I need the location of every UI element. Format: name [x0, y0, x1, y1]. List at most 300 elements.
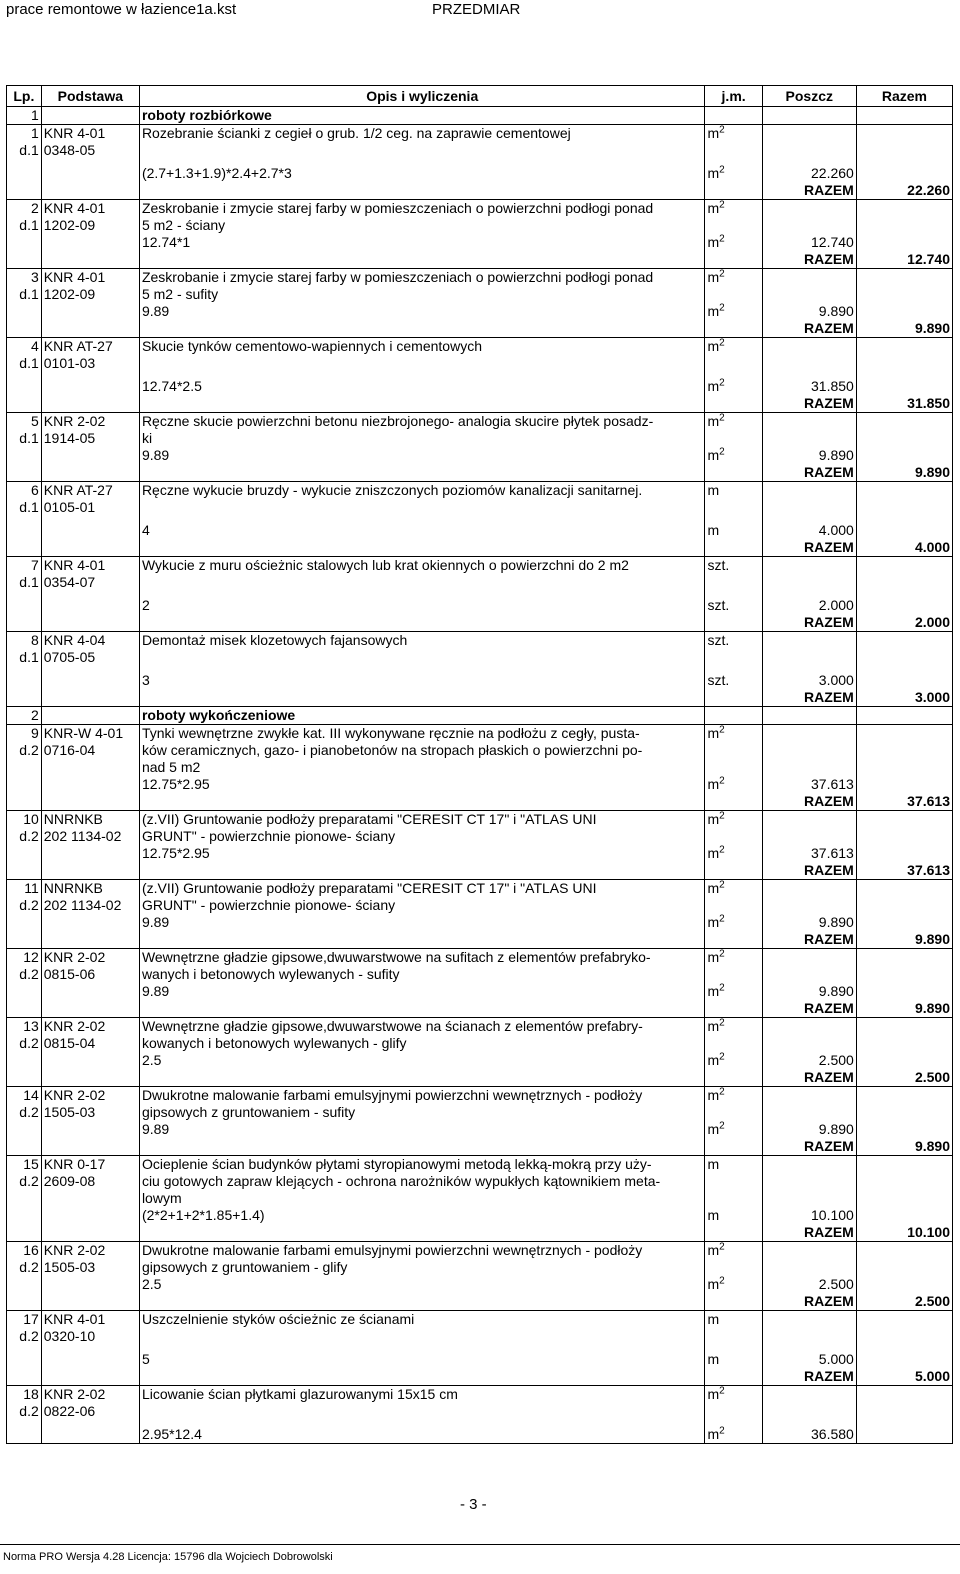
total-value: 12.740 [856, 251, 952, 269]
empty-cell [139, 1293, 705, 1311]
empty-cell [41, 672, 139, 689]
total-value: 37.613 [856, 793, 952, 811]
description-line: ki [139, 430, 705, 447]
empty-cell [762, 574, 856, 591]
basis-code: KNR 0-17 [41, 1156, 139, 1174]
item-row [7, 1190, 953, 1207]
empty-cell [139, 689, 705, 707]
unit-cell [705, 1276, 762, 1293]
total-value: 37.613 [856, 862, 952, 880]
quantity: 4.000 [762, 522, 856, 539]
empty-cell [705, 430, 762, 447]
description-line: Ręczne skucie powierzchni betonu niezbrojonego- analogia skucire płytek posadz- [139, 413, 705, 431]
total-value: 9.890 [856, 1138, 952, 1156]
empty-cell [705, 217, 762, 234]
total-value: 9.890 [856, 464, 952, 482]
description-line: gipsowych z gruntowaniem - glify [139, 1259, 705, 1276]
calculation: 9.89 [139, 914, 705, 931]
empty-cell [139, 539, 705, 557]
empty-cell [856, 880, 952, 898]
item-number: 13 [7, 1018, 42, 1036]
empty-cell [856, 1052, 952, 1069]
item-row [7, 142, 953, 159]
empty-cell [705, 574, 762, 591]
empty-cell [7, 845, 42, 862]
unit-cell [705, 269, 762, 287]
empty-cell [762, 1156, 856, 1174]
empty-cell [705, 1000, 762, 1018]
item-row [7, 269, 953, 287]
empty-cell [856, 811, 952, 829]
empty-cell [856, 1190, 952, 1207]
unit-cell [705, 1351, 762, 1368]
description-line: Dwukrotne malowanie farbami emulsyjnymi powierzchni wewnętrznych - podłoży [139, 1087, 705, 1105]
empty-cell [139, 395, 705, 413]
total-row [7, 1000, 953, 1018]
empty-cell [7, 464, 42, 482]
calc-row [7, 378, 953, 395]
empty-cell [762, 355, 856, 372]
empty-cell [705, 1069, 762, 1087]
empty-cell [705, 251, 762, 269]
description-line: 5 m2 - sufity [139, 286, 705, 303]
estimate-table [6, 85, 953, 1444]
section-title: roboty rozbiórkowe [139, 107, 705, 125]
total-label: RAZEM [762, 464, 856, 482]
empty-cell [705, 931, 762, 949]
empty-cell [856, 1207, 952, 1224]
empty-cell [705, 142, 762, 159]
description-line: kowanych i betonowych wylewanych - glify [139, 1035, 705, 1052]
empty-cell [856, 557, 952, 575]
basis-code: KNR 2-02 [41, 1242, 139, 1260]
unit-superscript: 2 [719, 879, 725, 891]
item-number: 11 [7, 880, 42, 898]
empty-cell [41, 1121, 139, 1138]
empty-cell [139, 1328, 705, 1345]
calculation: 9.89 [139, 303, 705, 320]
basis-code-2: 0105-01 [41, 499, 139, 516]
empty-cell [41, 303, 139, 320]
empty-cell [856, 649, 952, 666]
basis-code: KNR 4-01 [41, 1311, 139, 1329]
empty-cell [705, 395, 762, 413]
total-label: RAZEM [762, 251, 856, 269]
unit-cell [705, 1052, 762, 1069]
unit-text: m [707, 165, 720, 181]
basis-code-2: 0348-05 [41, 142, 139, 159]
basis-code: KNR 2-02 [41, 413, 139, 431]
empty-cell [41, 320, 139, 338]
empty-cell [7, 251, 42, 269]
empty-cell [41, 597, 139, 614]
description-line: Wewnętrzne gładzie gipsowe,dwuwarstwowe na ścianach z elementów prefabry- [139, 1018, 705, 1036]
unit-text: m [707, 303, 720, 319]
item-number: 17 [7, 1311, 42, 1329]
description-line: Zeskrobanie i zmycie starej farby w pomieszczeniach o powierzchni podłogi ponad [139, 269, 705, 287]
item-row [7, 482, 953, 500]
empty-cell [762, 200, 856, 218]
header-poszcz: Poszcz [762, 86, 856, 107]
item-number: 15 [7, 1156, 42, 1174]
empty-cell [7, 931, 42, 949]
total-label: RAZEM [762, 1224, 856, 1242]
quantity: 22.260 [762, 165, 856, 182]
empty-cell [705, 1173, 762, 1190]
empty-cell [7, 1190, 42, 1207]
item-row [7, 355, 953, 372]
item-row [7, 828, 953, 845]
empty-cell [705, 1328, 762, 1345]
section-number: 2 [7, 707, 42, 725]
total-label: RAZEM [762, 1000, 856, 1018]
empty-cell [7, 1000, 42, 1018]
empty-cell [762, 1018, 856, 1036]
header-jm: j.m. [705, 86, 762, 107]
empty-cell [7, 1224, 42, 1242]
unit-cell [705, 880, 762, 898]
empty-cell [139, 464, 705, 482]
empty-cell [762, 286, 856, 303]
description-line: (z.VII) Gruntowanie podłoży preparatami "CERESIT CT 17" i "ATLAS UNI [139, 880, 705, 898]
quantity: 9.890 [762, 983, 856, 1000]
item-subnumber: d.2 [7, 966, 42, 983]
calculation: 2 [139, 597, 705, 614]
empty-cell [139, 931, 705, 949]
basis-code-2: 1505-03 [41, 1104, 139, 1121]
calc-row [7, 1276, 953, 1293]
calculation: 9.89 [139, 1121, 705, 1138]
table-body [7, 107, 953, 1444]
unit-superscript: 2 [719, 810, 725, 822]
empty-cell [139, 1000, 705, 1018]
unit-cell [705, 447, 762, 464]
unit-superscript: 2 [719, 982, 725, 994]
calculation: (2.7+1.3+1.9)*2.4+2.7*3 [139, 165, 705, 182]
total-label: RAZEM [762, 539, 856, 557]
basis-code: KNR 2-02 [41, 949, 139, 967]
item-row [7, 217, 953, 234]
empty-cell [41, 251, 139, 269]
unit-superscript: 2 [719, 337, 725, 349]
unit-text: m [707, 1386, 720, 1402]
unit-superscript: 2 [719, 164, 725, 176]
empty-cell [139, 251, 705, 269]
empty-cell [856, 1276, 952, 1293]
empty-cell [705, 1368, 762, 1386]
description-line: Uszczelnienie styków ościeżnic ze ścianami [139, 1311, 705, 1329]
empty-cell [705, 742, 762, 759]
empty-cell [7, 597, 42, 614]
empty-cell [139, 649, 705, 666]
basis-code-2: 0354-07 [41, 574, 139, 591]
empty-cell [7, 182, 42, 200]
section-number: 1 [7, 107, 42, 125]
empty-cell [41, 1190, 139, 1207]
unit-text: m [707, 949, 720, 965]
unit-cell [705, 165, 762, 182]
unit-text: m [707, 413, 720, 429]
unit-superscript: 2 [719, 377, 725, 389]
empty-cell [856, 413, 952, 431]
item-subnumber: d.2 [7, 1173, 42, 1190]
empty-cell [762, 1087, 856, 1105]
empty-cell [856, 1311, 952, 1329]
total-row [7, 1138, 953, 1156]
item-row [7, 413, 953, 431]
description-line: Wykucie z muru ościeżnic stalowych lub krat okiennych o powierzchni do 2 m2 [139, 557, 705, 575]
empty-cell [139, 793, 705, 811]
empty-cell [139, 1138, 705, 1156]
empty-cell [856, 1259, 952, 1276]
item-number: 5 [7, 413, 42, 431]
empty-cell [41, 182, 139, 200]
empty-cell [856, 1087, 952, 1105]
total-row [7, 793, 953, 811]
empty-cell [139, 1069, 705, 1087]
calc-row [7, 672, 953, 689]
item-row [7, 966, 953, 983]
empty-cell [856, 914, 952, 931]
table-header-row [7, 86, 953, 107]
unit-superscript: 2 [719, 913, 725, 925]
empty-cell [41, 1293, 139, 1311]
item-subnumber: d.1 [7, 217, 42, 234]
empty-cell [856, 338, 952, 356]
empty-cell [705, 1259, 762, 1276]
empty-cell [41, 1207, 139, 1224]
unit-text: m [707, 522, 720, 538]
empty-cell [856, 482, 952, 500]
empty-cell [762, 759, 856, 776]
unit-superscript: 2 [719, 844, 725, 856]
item-row [7, 125, 953, 143]
empty-cell [762, 632, 856, 650]
item-row [7, 430, 953, 447]
quantity: 3.000 [762, 672, 856, 689]
total-value: 2.000 [856, 614, 952, 632]
total-value: 2.500 [856, 1293, 952, 1311]
empty-cell [7, 378, 42, 395]
empty-cell [705, 464, 762, 482]
item-row [7, 1173, 953, 1190]
basis-code-2: 202 1134-02 [41, 828, 139, 845]
item-row [7, 811, 953, 829]
empty-cell [139, 142, 705, 159]
calculation: (2*2+1+2*1.85+1.4) [139, 1207, 705, 1224]
unit-cell [705, 234, 762, 251]
empty-cell [7, 983, 42, 1000]
description-line: GRUNT" - powierzchnie pionowe- ściany [139, 828, 705, 845]
quantity: 9.890 [762, 303, 856, 320]
empty-cell [856, 742, 952, 759]
empty-cell [856, 574, 952, 591]
description-line: Rozebranie ścianki z cegieł o grub. 1/2 ceg. na zaprawie cementowej [139, 125, 705, 143]
empty-cell [41, 539, 139, 557]
empty-cell [41, 107, 139, 125]
item-number: 2 [7, 200, 42, 218]
unit-superscript: 2 [719, 1086, 725, 1098]
basis-code-2: 0822-06 [41, 1403, 139, 1420]
total-row [7, 1224, 953, 1242]
quantity: 31.850 [762, 378, 856, 395]
empty-cell [139, 499, 705, 516]
empty-cell [41, 522, 139, 539]
unit-text: szt. [707, 557, 730, 573]
empty-cell [705, 1138, 762, 1156]
empty-cell [41, 1351, 139, 1368]
item-number: 16 [7, 1242, 42, 1260]
item-subnumber: d.1 [7, 574, 42, 591]
empty-cell [705, 539, 762, 557]
calculation: 12.74*2.5 [139, 378, 705, 395]
unit-text: m [707, 725, 720, 741]
empty-cell [41, 707, 139, 725]
total-value: 3.000 [856, 689, 952, 707]
empty-cell [7, 793, 42, 811]
empty-cell [7, 1276, 42, 1293]
empty-cell [705, 828, 762, 845]
empty-cell [856, 1104, 952, 1121]
empty-cell [41, 1368, 139, 1386]
calculation: 9.89 [139, 983, 705, 1000]
empty-cell [856, 286, 952, 303]
basis-code-2: 2609-08 [41, 1173, 139, 1190]
item-subnumber: d.2 [7, 1035, 42, 1052]
quantity: 10.100 [762, 1207, 856, 1224]
total-row [7, 1293, 953, 1311]
empty-cell [41, 931, 139, 949]
item-number: 7 [7, 557, 42, 575]
empty-cell [856, 759, 952, 776]
total-row [7, 931, 953, 949]
empty-cell [762, 142, 856, 159]
unit-superscript: 2 [719, 1241, 725, 1253]
total-row [7, 862, 953, 880]
empty-cell [41, 378, 139, 395]
item-row [7, 1087, 953, 1105]
total-value: 9.890 [856, 320, 952, 338]
total-label: RAZEM [762, 862, 856, 880]
empty-cell [41, 1426, 139, 1444]
empty-cell [705, 793, 762, 811]
unit-superscript: 2 [719, 302, 725, 314]
item-number: 10 [7, 811, 42, 829]
empty-cell [762, 269, 856, 287]
basis-code-2: 202 1134-02 [41, 897, 139, 914]
unit-superscript: 2 [719, 948, 725, 960]
unit-superscript: 2 [719, 1425, 725, 1437]
empty-cell [856, 1426, 952, 1444]
empty-cell [7, 1426, 42, 1444]
item-number: 6 [7, 482, 42, 500]
empty-cell [7, 1351, 42, 1368]
calculation: 2.5 [139, 1276, 705, 1293]
item-row [7, 338, 953, 356]
empty-cell [856, 165, 952, 182]
empty-cell [41, 776, 139, 793]
unit-text: szt. [707, 632, 730, 648]
empty-cell [762, 725, 856, 743]
empty-cell [856, 632, 952, 650]
empty-cell [762, 107, 856, 125]
description-line: Dwukrotne malowanie farbami emulsyjnymi powierzchni wewnętrznych - podłoży [139, 1242, 705, 1260]
empty-cell [856, 430, 952, 447]
description-line: Licowanie ścian płytkami glazurowanymi 15x15 cm [139, 1386, 705, 1404]
empty-cell [705, 649, 762, 666]
empty-cell [41, 1069, 139, 1087]
unit-cell [705, 1386, 762, 1404]
empty-cell [705, 862, 762, 880]
total-row [7, 1069, 953, 1087]
unit-text: m [707, 811, 720, 827]
item-row [7, 1242, 953, 1260]
empty-cell [762, 1190, 856, 1207]
calc-row [7, 165, 953, 182]
calc-row [7, 1207, 953, 1224]
description-line: GRUNT" - powierzchnie pionowe- ściany [139, 897, 705, 914]
basis-code: NNRNKB [41, 811, 139, 829]
unit-cell [705, 983, 762, 1000]
total-value: 31.850 [856, 395, 952, 413]
unit-cell [705, 1426, 762, 1444]
calculation: 5 [139, 1351, 705, 1368]
empty-cell [762, 125, 856, 143]
basis-code: KNR 4-01 [41, 125, 139, 143]
empty-cell [139, 1368, 705, 1386]
unit-cell [705, 1207, 762, 1224]
item-row [7, 1035, 953, 1052]
unit-text: szt. [707, 597, 730, 613]
empty-cell [856, 1173, 952, 1190]
quantity: 37.613 [762, 845, 856, 862]
basis-code-2: 1914-05 [41, 430, 139, 447]
total-value: 9.890 [856, 931, 952, 949]
empty-cell [139, 320, 705, 338]
unit-cell [705, 672, 762, 689]
quantity: 2.500 [762, 1052, 856, 1069]
empty-cell [856, 1242, 952, 1260]
item-number: 8 [7, 632, 42, 650]
unit-text: m [707, 378, 720, 394]
unit-text: m [707, 845, 720, 861]
empty-cell [7, 165, 42, 182]
empty-cell [705, 182, 762, 200]
calc-row [7, 522, 953, 539]
basis-code-2: 1202-09 [41, 217, 139, 234]
empty-cell [7, 1293, 42, 1311]
item-row [7, 200, 953, 218]
total-label: RAZEM [762, 614, 856, 632]
calc-row [7, 1121, 953, 1138]
header-opis: Opis i wyliczenia [139, 86, 705, 107]
description-line: Demontaż misek klozetowych fajansowych [139, 632, 705, 650]
item-subnumber: d.2 [7, 1403, 42, 1420]
unit-text: m [707, 1276, 720, 1292]
calc-row [7, 597, 953, 614]
item-row [7, 1018, 953, 1036]
total-row [7, 464, 953, 482]
total-label: RAZEM [762, 1069, 856, 1087]
total-label: RAZEM [762, 320, 856, 338]
empty-cell [139, 1403, 705, 1420]
description-line: gipsowych z gruntowaniem - sufity [139, 1104, 705, 1121]
item-number: 9 [7, 725, 42, 743]
unit-text: m [707, 1018, 720, 1034]
empty-cell [705, 897, 762, 914]
item-row [7, 725, 953, 743]
empty-cell [7, 672, 42, 689]
